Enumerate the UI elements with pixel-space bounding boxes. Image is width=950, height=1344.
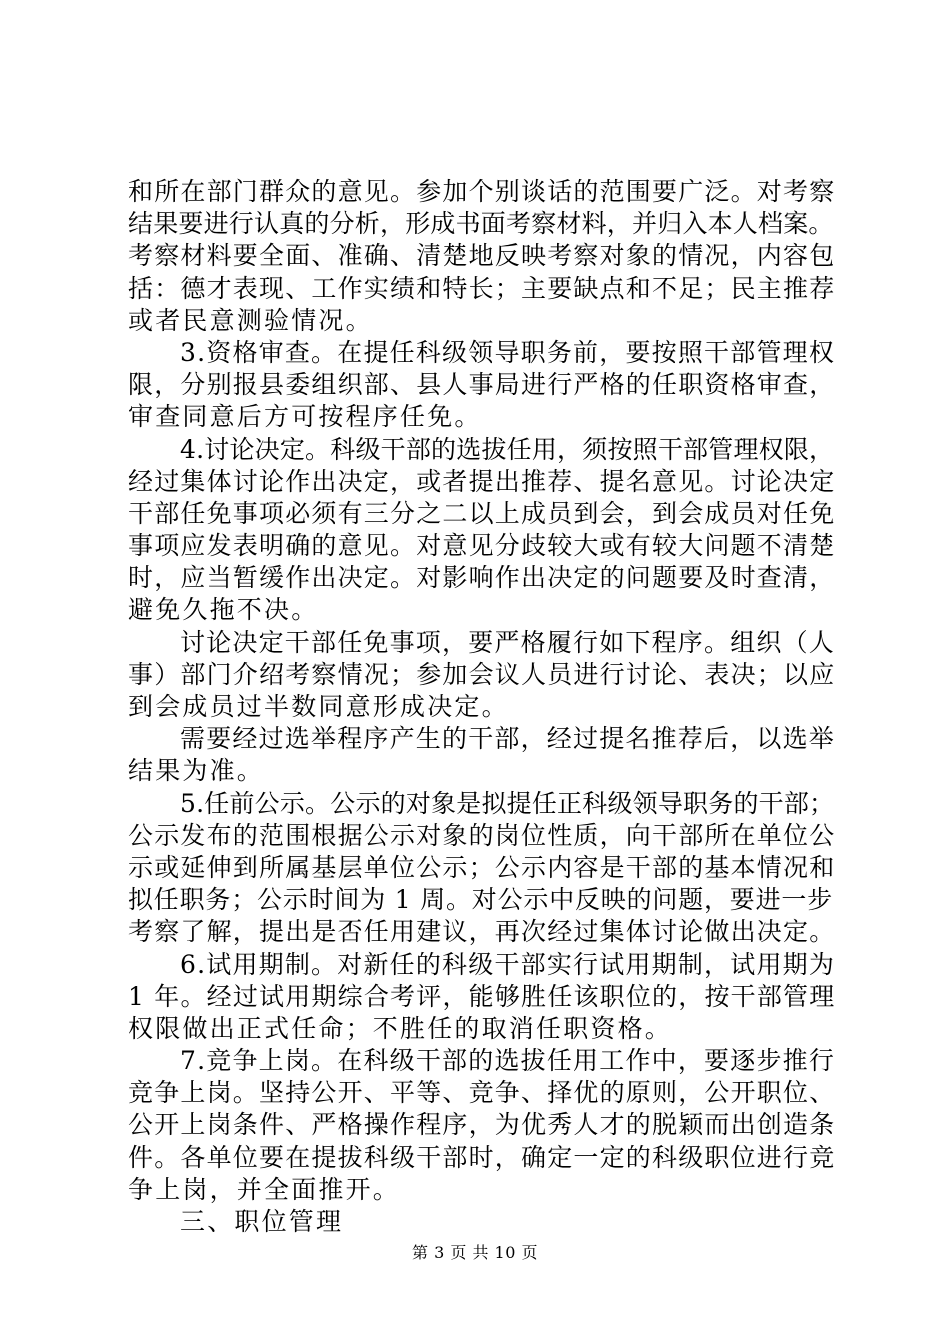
page-number-footer: 第 3 页 共 10 页 [412, 1243, 538, 1262]
text-line: 事项应发表明确的意见。对意见分歧较大或有较大问题不清楚 [128, 531, 836, 561]
text-line: 件。各单位要在提拔科级干部时，确定一定的科级职位进行竞 [128, 1142, 836, 1172]
text-line: 干部任免事项必须有三分之二以上成员到会，到会成员对任免 [128, 498, 836, 528]
text-line: 讨论决定干部任免事项，要严格履行如下程序。组织（人 [180, 627, 836, 657]
text-line: 示或延伸到所属基层单位公示；公示内容是干部的基本情况和 [128, 852, 836, 882]
text-line: 三、职位管理 [180, 1207, 344, 1236]
text-line: 7.竞争上岗。在科级干部的选拔任用工作中，要逐步推行 [180, 1046, 836, 1076]
text-line: 考察材料要全面、准确、清楚地反映考察对象的情况，内容包 [128, 241, 836, 271]
text-line: 4.讨论决定。科级干部的选拔任用，须按照干部管理权限， [180, 434, 835, 464]
text-line: 公开上岗条件、严格操作程序，为优秀人才的脱颖而出创造条 [128, 1110, 836, 1140]
text-line: 避免久拖不决。 [128, 595, 319, 625]
text-line: 结果要进行认真的分析，形成书面考察材料，并归入本人档案。 [128, 209, 834, 239]
text-line: 到会成员过半数同意形成决定。 [128, 692, 509, 721]
text-line: 结果为准。 [128, 756, 265, 786]
text-line: 时，应当暂缓作出决定。对影响作出决定的问题要及时查清， [128, 563, 836, 593]
text-line: 和所在部门群众的意见。参加个别谈话的范围要广泛。对考察 [128, 177, 836, 206]
text-line: 审查同意后方可按程序任免。 [128, 402, 482, 432]
text-line: 5.任前公示。公示的对象是拟提任正科级领导职务的干部； [180, 788, 835, 818]
text-line: 经过集体讨论作出决定，或者提出推荐、提名意见。讨论决定 [128, 466, 836, 496]
text-line: 权限做出正式任命；不胜任的取消任职资格。 [128, 1013, 673, 1043]
text-line: 6.试用期制。对新任的科级干部实行试用期制，试用期为 [180, 949, 836, 979]
text-line: 公示发布的范围根据公示对象的岗位性质，向干部所在单位公 [128, 820, 836, 850]
text-line: 拟任职务；公示时间为 1 周。对公示中反映的问题，要进一步 [128, 885, 834, 915]
text-line: 需要经过选举程序产生的干部，经过提名推荐后，以选举 [180, 724, 836, 754]
text-line: 3.资格审查。在提任科级领导职务前，要按照干部管理权 [180, 337, 836, 367]
text-line: 括：德才表现、工作实绩和特长；主要缺点和不足；民主推荐 [128, 273, 836, 303]
text-line: 争上岗，并全面推开。 [128, 1174, 401, 1204]
text-line: 考察了解，提出是否任用建议，再次经过集体讨论做出决定。 [128, 917, 836, 947]
text-line: 限，分别报县委组织部、县人事局进行严格的任职资格审查， [128, 370, 836, 400]
document-body [128, 176, 838, 1238]
text-line: 竞争上岗。坚持公开、平等、竞争、择优的原则，公开职位、 [128, 1078, 836, 1108]
text-line: 或者民意测验情况。 [128, 305, 373, 335]
text-line: 事）部门介绍考察情况；参加会议人员进行讨论、表决；以应 [128, 659, 836, 689]
text-line: 1 年。经过试用期综合考评，能够胜任该职位的，按干部管理 [128, 981, 836, 1011]
